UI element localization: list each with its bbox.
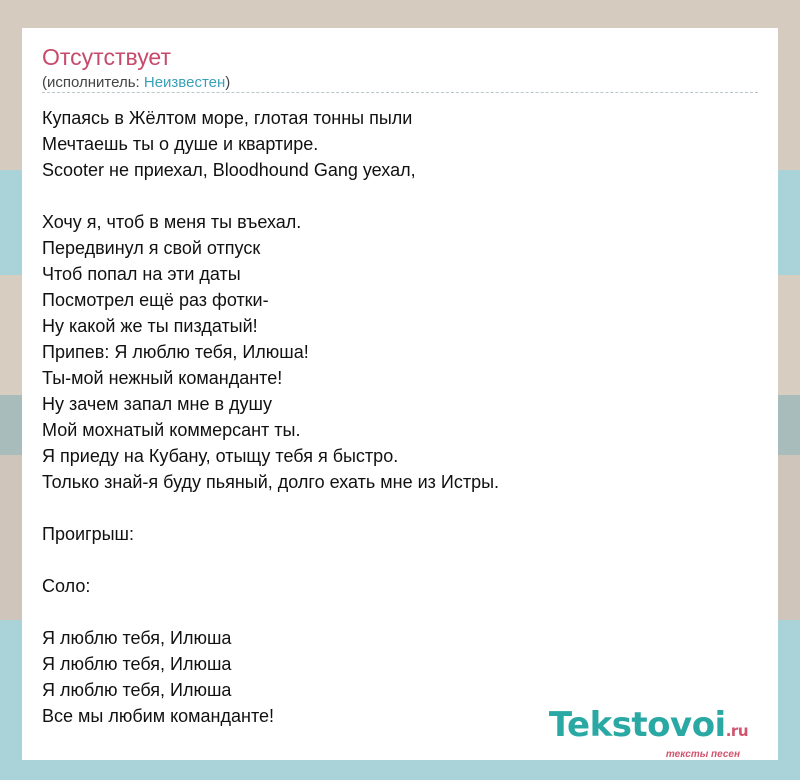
lyric-line: Мечтаешь ты о душе и квартире. [42, 134, 319, 154]
artist-prefix: (исполнитель: [42, 74, 144, 91]
artist-suffix: ) [225, 74, 231, 91]
site-logo[interactable] [548, 705, 748, 760]
lyric-line [42, 495, 762, 521]
lyric-line: Я люблю тебя, Илюша [42, 628, 232, 648]
lyric-line: Купаясь в Жёлтом море, глотая тонны пыли [42, 108, 413, 128]
logo-wordmark [548, 705, 748, 748]
lyric-line: Хочу я, чтоб в меня ты въехал. [42, 212, 302, 232]
logo-name: Tekstovoi [548, 705, 726, 745]
lyric-line: Ты-мой нежный команданте! [42, 368, 283, 388]
lyric-line: Scooter не приехал, Bloodhound Gang уехал, [42, 160, 416, 180]
lyric-line: Припев: Я люблю тебя, Илюша! [42, 342, 309, 362]
lyric-line: Мой мохнатый коммерсант ты. [42, 420, 301, 440]
lyric-line [42, 183, 762, 209]
lyric-line: Я приеду на Кубану, отыщу тебя я быстро. [42, 446, 399, 466]
divider [42, 92, 758, 93]
lyric-line: Ну какой же ты пиздатый! [42, 316, 258, 336]
artist-link[interactable]: Неизвестен [143, 74, 226, 91]
lyrics-text [42, 105, 762, 729]
lyric-line: Проигрыш: [42, 524, 134, 544]
lyric-line: Я люблю тебя, Илюша [42, 680, 232, 700]
lyric-line: Только знай-я буду пьяный, долго ехать мне из Истры. [42, 472, 500, 492]
song-title: Отсутствует [42, 44, 171, 70]
lyric-line: Передвинул я свой отпуск [42, 238, 261, 258]
lyrics-card [22, 28, 778, 760]
logo-tagline: тексты песен [665, 749, 740, 760]
lyric-line: Я люблю тебя, Илюша [42, 654, 232, 674]
lyric-line [42, 547, 762, 573]
lyric-line: Ну зачем запал мне в душу [42, 394, 272, 414]
lyric-line [42, 599, 762, 625]
lyric-line: Посмотрел ещё раз фотки- [42, 290, 269, 310]
lyric-line: Все мы любим команданте! [42, 706, 274, 726]
lyric-line: Чтоб попал на эти даты [42, 264, 241, 284]
logo-tld: .ru [725, 722, 748, 740]
lyric-line: Соло: [42, 576, 91, 596]
artist-line [42, 74, 230, 91]
